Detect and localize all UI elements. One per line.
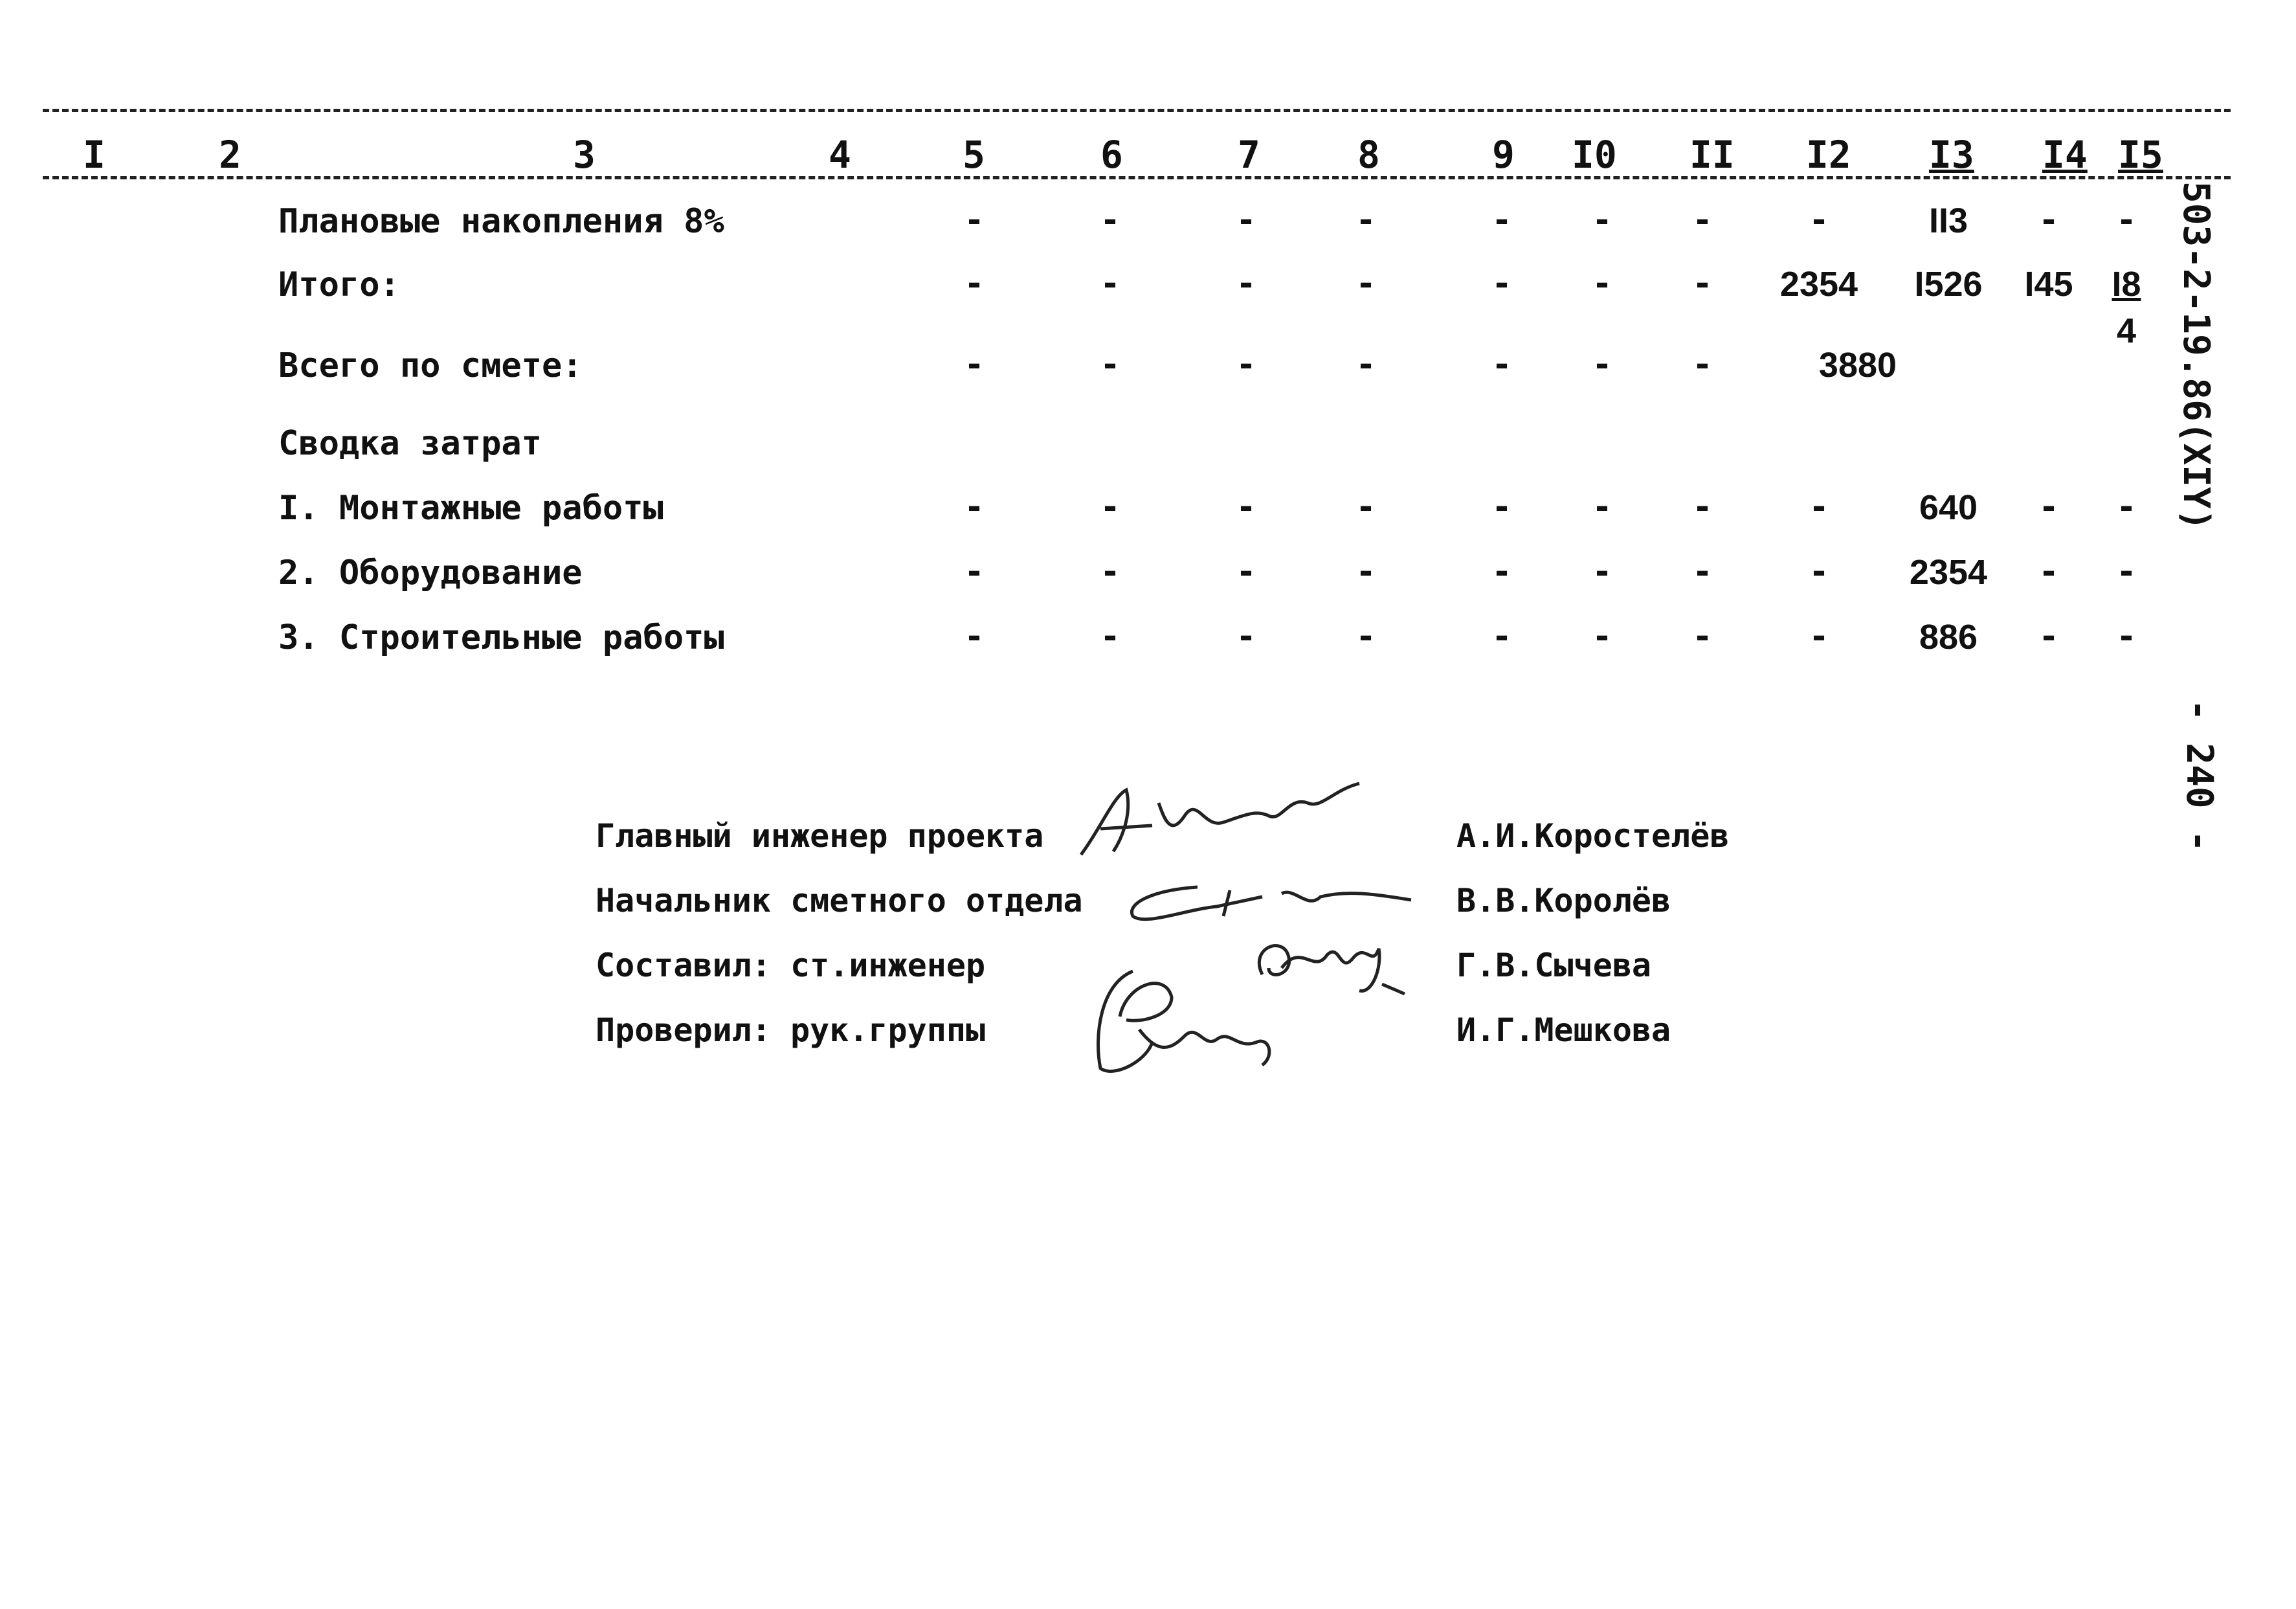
- col-header-2: 2: [219, 133, 241, 177]
- col-header-4: 4: [829, 133, 851, 177]
- table-cell: -: [1100, 552, 1120, 591]
- table-cell: -: [2116, 552, 2137, 591]
- table-cell: -: [964, 345, 985, 384]
- table-cell: -: [2116, 201, 2137, 240]
- table-cell: -: [1236, 552, 1256, 591]
- table-cell: -: [1592, 488, 1612, 526]
- header-rule: [43, 176, 2231, 179]
- col-header-11: II: [1689, 133, 1735, 177]
- table-cell: -: [1809, 552, 1829, 591]
- col-header-6: 6: [1100, 133, 1123, 177]
- table-cell: -: [2038, 488, 2059, 526]
- col-header-8: 8: [1357, 133, 1380, 177]
- signature-title-2: Начальник сметного отдела: [596, 882, 1083, 919]
- table-cell: 886: [1919, 618, 1978, 657]
- table-cell: -: [1592, 552, 1612, 591]
- table-cell: II3: [1928, 201, 1968, 240]
- table-cell: -: [1692, 345, 1713, 384]
- table-cell: -: [964, 488, 985, 526]
- table-cell: -: [1592, 617, 1612, 656]
- table-cell: -: [1236, 345, 1256, 384]
- table-cell: -: [2116, 617, 2137, 656]
- signature-title-4: Проверил: рук.группы: [596, 1011, 986, 1049]
- table-cell: -: [1491, 201, 1512, 240]
- table-cell: -: [964, 264, 985, 303]
- row-label: Всего по смете:: [278, 346, 583, 385]
- col-header-9: 9: [1492, 133, 1515, 177]
- row-label: Итого:: [278, 265, 400, 304]
- table-cell: -: [1355, 345, 1376, 384]
- col-header-14: I4: [2042, 133, 2088, 177]
- col-header-12: I2: [1806, 133, 1851, 177]
- handwritten-signature-1: [1075, 777, 1385, 868]
- signature-title-3: Составил: ст.инженер: [596, 947, 986, 984]
- signature-name-1: А.И.Коростелёв: [1456, 817, 1730, 855]
- table-cell: -: [1236, 617, 1256, 656]
- top-rule: [43, 109, 2231, 112]
- table-cell: -: [1809, 617, 1829, 656]
- table-cell: -: [1100, 617, 1120, 656]
- signature-name-2: В.В.Королёв: [1456, 882, 1671, 919]
- table-cell: -: [1100, 488, 1120, 526]
- col-header-7: 7: [1238, 133, 1260, 177]
- table-cell: -: [1809, 488, 1829, 526]
- table-cell: -: [964, 201, 985, 240]
- table-cell: -: [1355, 488, 1376, 526]
- signature-name-4: И.Г.Мешкова: [1456, 1011, 1671, 1049]
- table-cell: -: [1236, 201, 1256, 240]
- table-cell: -: [1491, 488, 1512, 526]
- table-cell: -: [1355, 617, 1376, 656]
- table-cell: -: [1692, 552, 1713, 591]
- table-cell: -: [964, 617, 985, 656]
- row-label: 3. Строительные работы: [278, 618, 724, 657]
- signature-title-1: Главный инженер проекта: [596, 817, 1044, 855]
- table-cell: -: [1491, 345, 1512, 384]
- table-cell: I45: [2024, 265, 2073, 304]
- table-cell: -: [2038, 552, 2059, 591]
- col-header-10: I0: [1572, 133, 1617, 177]
- table-cell: -: [1692, 201, 1713, 240]
- table-cell: I526: [1914, 265, 1983, 304]
- table-cell: -: [2038, 617, 2059, 656]
- row-label: Сводка затрат: [278, 424, 542, 463]
- table-cell: -: [1355, 201, 1376, 240]
- table-cell: 640: [1919, 488, 1978, 527]
- table-cell: -: [1809, 201, 1829, 240]
- table-cell: -: [1491, 617, 1512, 656]
- col-header-3: 3: [573, 133, 596, 177]
- table-cell: -: [1592, 201, 1612, 240]
- row-label: Плановые накопления 8%: [278, 202, 724, 241]
- table-cell: -: [1692, 617, 1713, 656]
- table-cell: I8: [2112, 265, 2141, 304]
- table-cell: -: [1491, 264, 1512, 303]
- document-code: 503-2-19.86(XIY): [2175, 181, 2217, 531]
- table-cell: -: [1100, 264, 1120, 303]
- table-cell: -: [1236, 264, 1256, 303]
- signature-name-3: Г.В.Сычева: [1456, 947, 1652, 984]
- table-cell: -: [1355, 264, 1376, 303]
- table-cell: -: [964, 552, 985, 591]
- table-cell: -: [1100, 345, 1120, 384]
- table-cell: -: [1692, 488, 1713, 526]
- table-cell: -: [1592, 345, 1612, 384]
- table-cell: -: [1236, 488, 1256, 526]
- table-cell: 2354: [1779, 265, 1858, 304]
- table-cell: -: [2038, 201, 2059, 240]
- col-header-5: 5: [963, 133, 985, 177]
- col-header-1: I: [83, 133, 106, 177]
- table-cell-wrap: 4: [2116, 311, 2137, 350]
- table-cell: -: [1692, 264, 1713, 303]
- col-header-13: I3: [1929, 133, 1974, 177]
- table-cell: 2354: [1909, 553, 1988, 592]
- row-label: 2. Оборудование: [278, 554, 583, 592]
- table-cell: -: [1100, 201, 1120, 240]
- table-cell: -: [1592, 264, 1612, 303]
- table-cell: -: [2116, 488, 2137, 526]
- handwritten-signature-4: [1075, 958, 1308, 1081]
- table-cell: -: [1491, 552, 1512, 591]
- col-header-15: I5: [2118, 133, 2163, 177]
- table-cell: -: [1355, 552, 1376, 591]
- page-number: - 240 -: [2178, 699, 2220, 853]
- row-label: I. Монтажные работы: [278, 489, 663, 528]
- table-cell: 3880: [1818, 346, 1897, 385]
